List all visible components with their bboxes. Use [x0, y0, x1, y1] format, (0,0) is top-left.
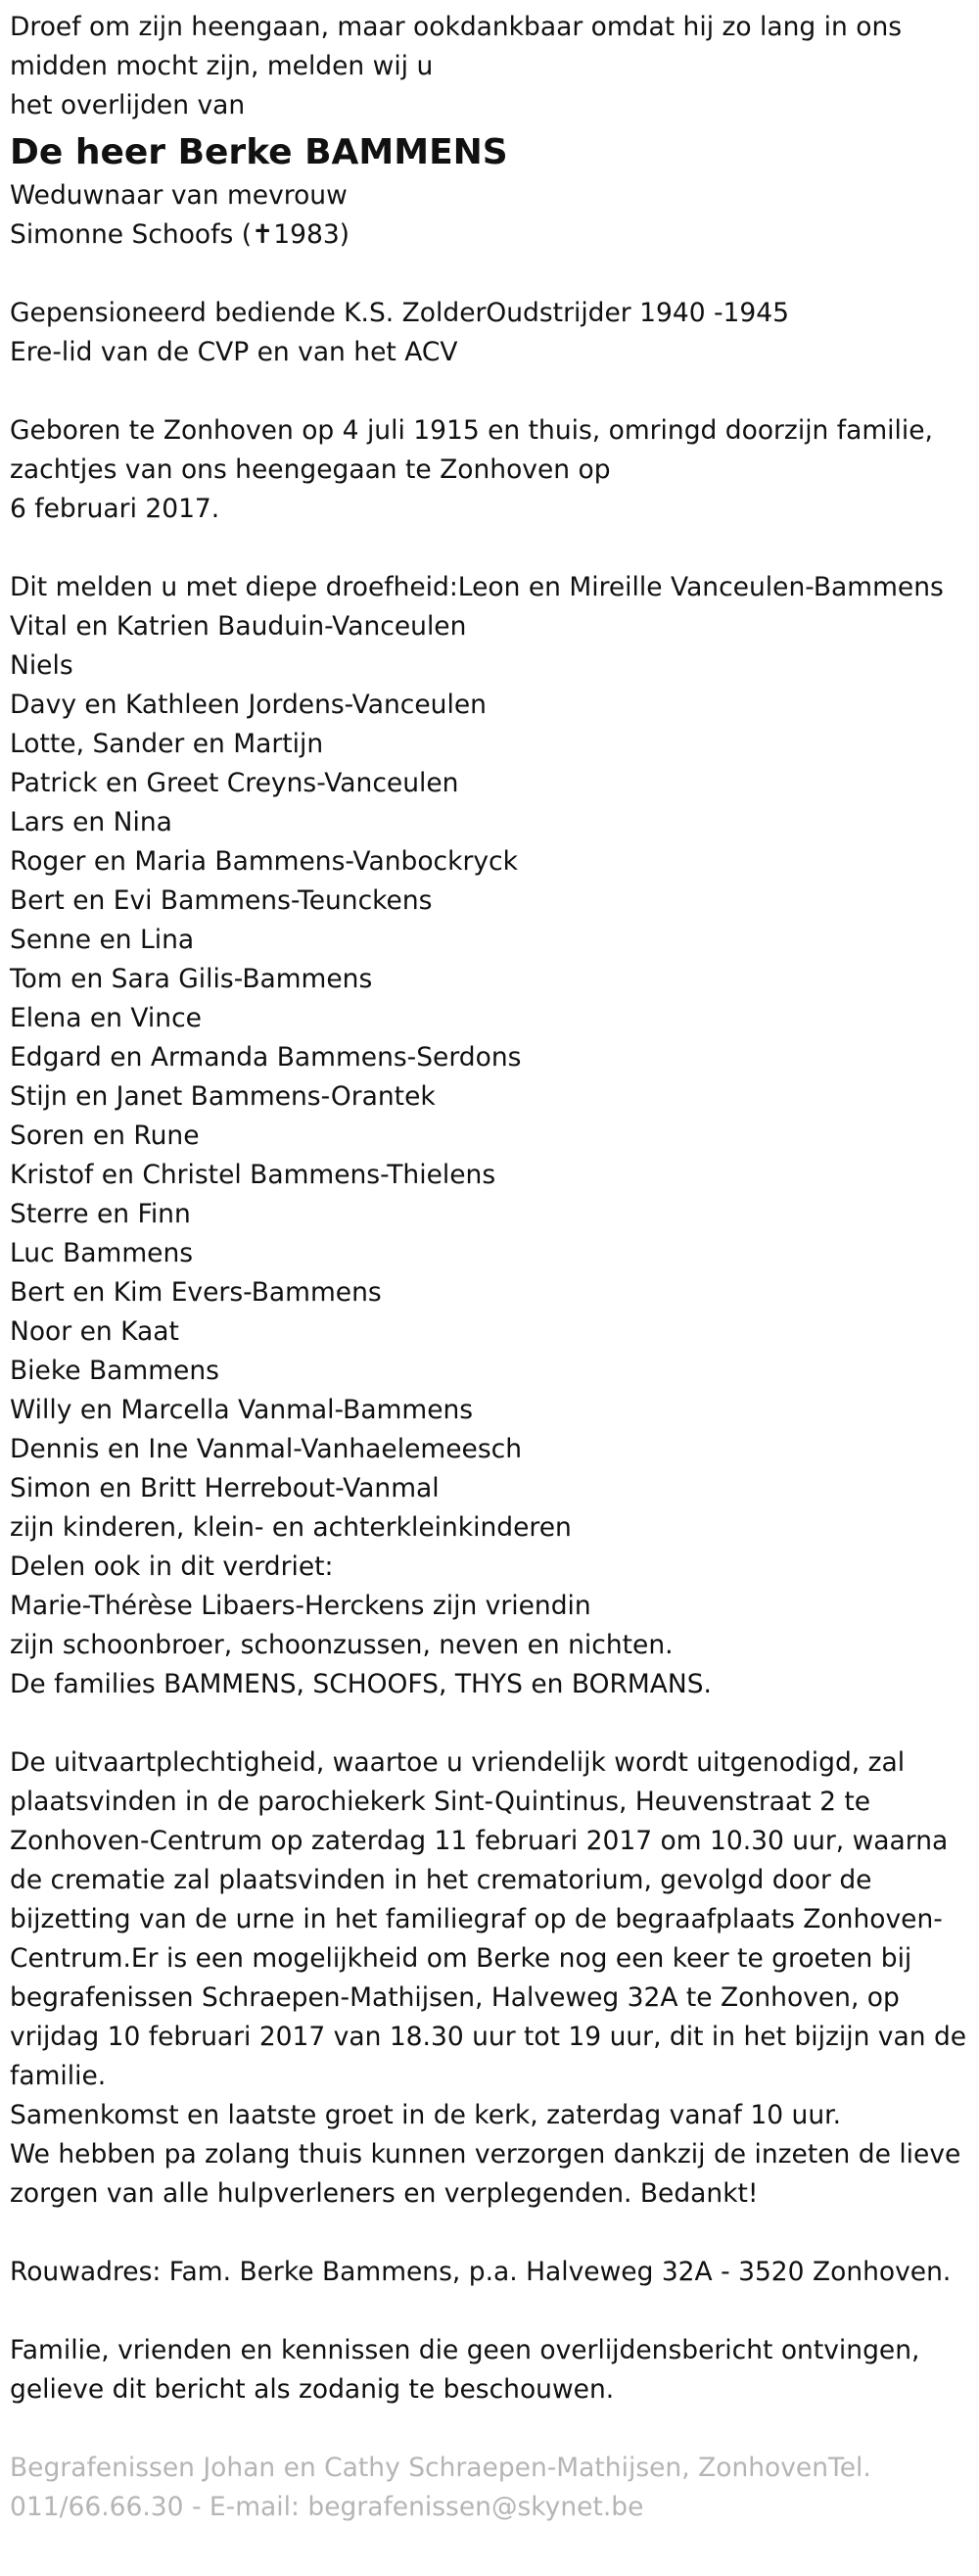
spacer — [10, 255, 974, 294]
ceremony-section — [10, 1743, 974, 2214]
ceremony-line: vrijdag 10 februari 2017 van 18.30 uur tot 19 uur, dit in het bijzijn van de — [10, 2022, 967, 2052]
mourner-line: De families BAMMENS, SCHOOFS, THYS en BORMANS. — [10, 1669, 712, 1699]
footer-phone: 011/66.66.30 - E-mail: — [10, 2492, 308, 2522]
ceremony-line: plaatsvinden in de parochiekerk Sint-Quintinus, Heuvenstraat 2 te — [10, 1787, 871, 1817]
intro-line-2: midden mocht zijn, melden wij u — [10, 51, 434, 81]
mourner-line: Vital en Katrien Bauduin-Vanceulen — [10, 611, 467, 642]
mourner-line: Niels — [10, 650, 73, 681]
mourner-line: Willy en Marcella Vanmal-Bammens — [10, 1395, 474, 1425]
mourners-section — [10, 568, 974, 1704]
deceased-section — [10, 131, 974, 255]
birth-death-line-2: zachtjes van ons heengegaan te Zonhoven op — [10, 454, 611, 485]
ceremony-line: We hebben pa zolang thuis kunnen verzorgen dankzij de inzeten de lieve — [10, 2139, 961, 2170]
mourner-line: Noor en Kaat — [10, 1316, 179, 1347]
funeral-home-footer — [10, 2449, 974, 2527]
birth-death-line-3: 6 februari 2017. — [10, 494, 220, 524]
ceremony-line: Samenkomst en laatste groet in de kerk, zaterdag vanaf 10 uur. — [10, 2100, 841, 2130]
mourner-line: Elena en Vince — [10, 1003, 202, 1033]
intro-line-3: het overlijden van — [10, 90, 246, 120]
mourner-line: Tom en Sara Gilis-Bammens — [10, 964, 373, 994]
closing-line-1: Familie, vrienden en kennissen die geen overlijdensbericht ontvingen, — [10, 2335, 920, 2365]
mourner-line: Sterre en Finn — [10, 1199, 191, 1229]
mourner-line: Roger en Maria Bammens-Vanbockryck — [10, 846, 518, 877]
ceremony-line: Centrum.Er is een mogelijkheid om Berke nog een keer te groeten bij — [10, 1943, 912, 1974]
address-section — [10, 2253, 974, 2292]
widower-line-2: Simonne Schoofs (✝1983) — [10, 219, 350, 250]
career-line-1: Gepensioneerd bediende K.S. ZolderOudstrijder 1940 -1945 — [10, 298, 789, 328]
ceremony-line: zorgen van alle hulpverleners en verplegenden. Bedankt! — [10, 2178, 759, 2209]
footer-funeral-home: Begrafenissen Johan en Cathy Schraepen-Mathijsen, ZonhovenTel. — [10, 2453, 871, 2483]
spacer — [10, 1704, 974, 1743]
ceremony-line: begrafenissen Schraepen-Mathijsen, Halveweg 32A te Zonhoven, op — [10, 1982, 900, 2013]
mourner-line: Lotte, Sander en Martijn — [10, 729, 324, 759]
mourner-line: Bieke Bammens — [10, 1356, 219, 1386]
spacer — [10, 529, 974, 568]
spacer — [10, 372, 974, 411]
mourner-line: Senne en Lina — [10, 925, 195, 955]
ceremony-line: bijzetting van de urne in het familiegraf op de begraafplaats Zonhoven- — [10, 1904, 943, 1934]
mourner-line: Marie-Thérèse Libaers-Herckens zijn vriendin — [10, 1591, 591, 1621]
ceremony-line: de crematie zal plaatsvinden in het crematorium, gevolgd door de — [10, 1865, 872, 1895]
mourner-line: Patrick en Greet Creyns-Vanceulen — [10, 768, 459, 798]
mourner-line: Dennis en Ine Vanmal-Vanhaelemeesch — [10, 1434, 522, 1464]
spacer — [10, 2409, 974, 2449]
mourner-line: Bert en Evi Bammens-Teunckens — [10, 885, 433, 916]
footer-email-link[interactable]: begrafenissen@skynet.be — [307, 2492, 644, 2522]
mourner-line: Dit melden u met diepe droefheid:Leon en Mireille Vanceulen-Bammens — [10, 572, 944, 602]
mourner-line: zijn kinderen, klein- en achterkleinkinderen — [10, 1512, 572, 1543]
mourner-line: Delen ook in dit verdriet: — [10, 1551, 334, 1582]
intro-section — [10, 8, 974, 125]
footer-contact — [10, 2488, 974, 2527]
mourner-line: Kristof en Christel Bammens-Thielens — [10, 1160, 496, 1190]
career-line-2: Ere-lid van de CVP en van het ACV — [10, 337, 458, 367]
mourner-line: Stijn en Janet Bammens-Orantek — [10, 1081, 436, 1112]
spacer — [10, 2292, 974, 2331]
mourning-address: Rouwadres: Fam. Berke Bammens, p.a. Halveweg 32A - 3520 Zonhoven. — [10, 2257, 952, 2287]
mourner-line: Soren en Rune — [10, 1121, 200, 1151]
mourner-line: zijn schoonbroer, schoonzussen, neven en nichten. — [10, 1630, 674, 1660]
mourner-line: Bert en Kim Evers-Bammens — [10, 1277, 382, 1308]
ceremony-line: Zonhoven-Centrum op zaterdag 11 februari 2017 om 10.30 uur, waarna — [10, 1826, 949, 1856]
mourner-line: Lars en Nina — [10, 807, 172, 837]
mourner-line: Davy en Kathleen Jordens-Vanceulen — [10, 690, 487, 720]
birth-death-line-1: Geboren te Zonhoven op 4 juli 1915 en thuis, omringd doorzijn familie, — [10, 415, 933, 446]
closing-line-2: gelieve dit bericht als zodanig te beschouwen. — [10, 2374, 615, 2405]
spacer — [10, 2214, 974, 2253]
intro-line-1: Droef om zijn heengaan, maar ookdankbaar omdat hij zo lang in ons — [10, 12, 903, 42]
deceased-name: De heer Berke BAMMENS — [10, 132, 508, 172]
birth-death-section — [10, 411, 974, 529]
widower-line-1: Weduwnaar van mevrouw — [10, 180, 348, 211]
mourner-line: Edgard en Armanda Bammens-Serdons — [10, 1042, 522, 1073]
closing-section — [10, 2331, 974, 2409]
mourner-line: Luc Bammens — [10, 1238, 194, 1268]
obituary-document — [10, 8, 974, 2527]
career-section — [10, 294, 974, 372]
mourner-line: Simon en Britt Herrebout-Vanmal — [10, 1473, 440, 1503]
ceremony-line: familie. — [10, 2061, 107, 2091]
ceremony-line: De uitvaartplechtigheid, waartoe u vriendelijk wordt uitgenodigd, zal — [10, 1747, 906, 1778]
